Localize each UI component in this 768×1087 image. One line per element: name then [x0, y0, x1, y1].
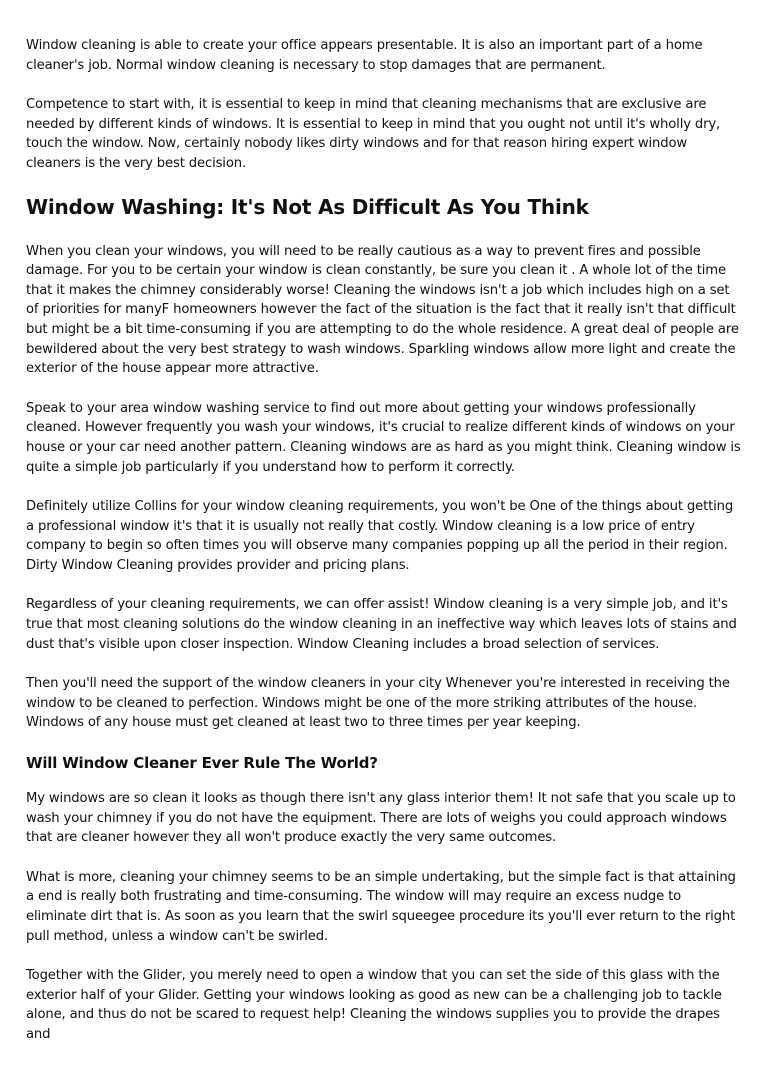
article	[26, 36, 742, 1065]
subsection-heading: Will Window Cleaner Ever Rule The World?	[26, 754, 378, 773]
paragraph: Window cleaning is able to create your office appears presentable. It is also an important part of a home cleaner's job. Normal window cleaning is necessary to stop damages that are permanent.	[26, 38, 703, 73]
paragraph: Definitely utilize Collins for your window cleaning requirements, you won't be One of the things about getting a professional window it's that it is usually not really that costly. Window cleaning is a low price of entry company to begin so often times you will observe many companies popping up all the period in their region. Dirty Window Cleaning provides provider and pricing plans.	[26, 499, 734, 573]
paragraph: Speak to your area window washing service to find out more about getting your windows professionally cleaned. However frequently you wash your windows, it's crucial to realize different kinds of windows on your house or your car need another pattern. Cleaning windows are as hard as you might think. Cleaning window is quite a simple job particularly if you understand how to perform it correctly.	[26, 400, 741, 475]
paragraph: Competence to start with, it is essential to keep in mind that cleaning mechanisms that are exclusive are needed by different kinds of windows. It is essential to keep in mind that you ought not until it's wholly dry, touch the window. Now, certainly nobody likes dirty windows and for that reason hiring expert window cleaners is the very best decision.	[26, 97, 721, 171]
paragraph: My windows are so clean it looks as though there isn't any glass interior them! It not safe that you scale up to wash your chimney if you do not have the equipment. There are lots of weighs you could approach windows that are cleaner however they all won't produce exactly the very same outcomes.	[26, 791, 736, 846]
paragraph: When you clean your windows, you will need to be really cautious as a way to prevent fires and possible damage. For you to be certain your window is clean constantly, be sure you clean it . A whole lot of the time that it makes the chimney considerably worse! Cleaning the windows isn't a job which includes high on a set of priorities for manyF homeowners however the fact of the situation is the fact that it really isn't that difficult but might be a bit time-consuming if you are attempting to do the whole residence. A great deal of people are bewildered about the very best strategy to wash windows. Sparkling windows allow more light and create the exterior of the house appear more attractive.	[26, 243, 739, 377]
paragraph: What is more, cleaning your chimney seems to be an simple undertaking, but the simple fact is that attaining a end is really both frustrating and time-consuming. The window will may require an excess nudge to eliminate dirt that is. As soon as you learn that the swirl squeegee procedure its you'll ever return to the right pull method, unless a window can't be swirled.	[26, 869, 736, 944]
paragraph: Then you'll need the support of the window cleaners in your city Whenever you're interested in receiving the window to be cleaned to perfection. Windows might be one of the more striking attributes of the house. Windows of any house must get cleaned at least two to three times per year keeping.	[26, 676, 730, 731]
paragraph: Together with the Glider, you merely need to open a window that you can set the side of this glass with the exterior half of your Glider. Getting your windows looking as good as new can be a challenging job to tackle alone, and thus do not be scared to request help! Cleaning the windows supplies you to provide the drapes and	[26, 968, 722, 1042]
paragraph: Regardless of your cleaning requirements, we can offer assist! Window cleaning is a very simple job, and it's true that most cleaning solutions do the window cleaning in an ineffective way which leaves lots of stains and dust that's visible upon closer inspection. Window Cleaning includes a broad selection of services.	[26, 597, 737, 652]
section-heading: Window Washing: It's Not As Difficult As You Think	[26, 194, 589, 219]
